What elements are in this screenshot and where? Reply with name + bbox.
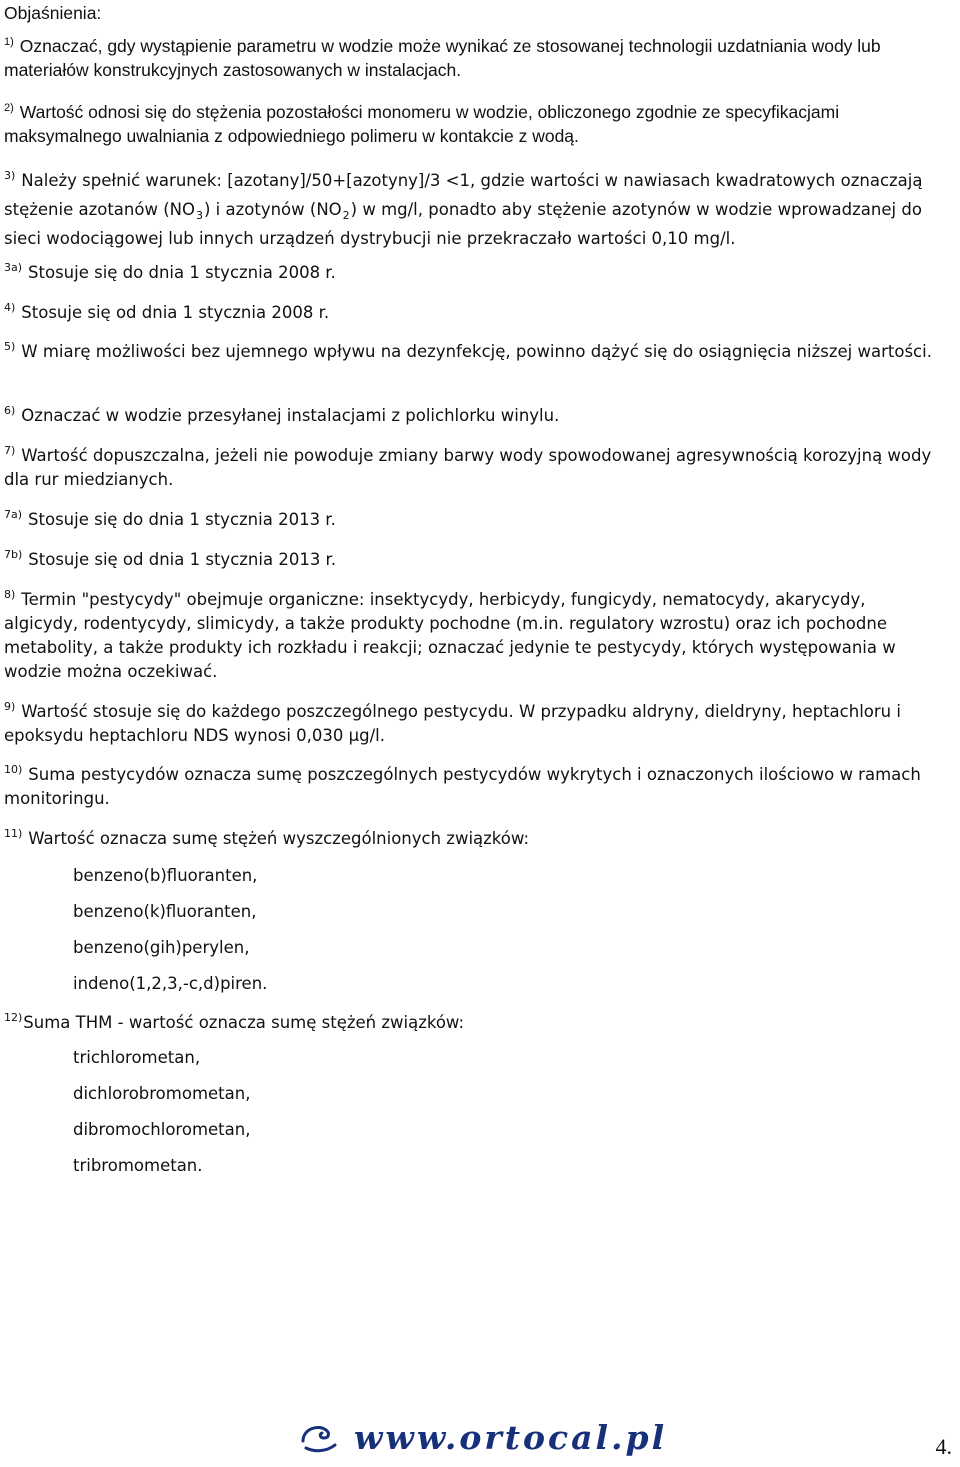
footnote-5 <box>4 340 944 364</box>
footnote-text: Oznaczać w wodzie przesyłanej instalacjami z polichlorku winylu. <box>21 406 560 425</box>
footnote-marker: 8) <box>4 588 16 601</box>
footnote-text: Stosuje się od dnia 1 stycznia 2013 r. <box>28 550 337 569</box>
footer-brand <box>300 1418 667 1457</box>
footnote-marker: 12) <box>4 1011 23 1024</box>
footnote-marker: 7a) <box>4 508 23 521</box>
list-item: dibromochlorometan, <box>73 1120 251 1139</box>
footnote-marker: 5) <box>4 340 16 353</box>
footnote-marker: 10) <box>4 763 23 776</box>
footnote-8 <box>4 588 944 684</box>
footnote-3a <box>4 261 944 285</box>
list-item: benzeno(gih)perylen, <box>73 938 250 957</box>
footnote-text: Wartość oznacza sumę stężeń wyszczególnionych związków: <box>28 829 530 848</box>
subscript: 2 <box>342 209 350 222</box>
wave-logo-icon <box>300 1421 340 1455</box>
footnote-text: Stosuje się od dnia 1 stycznia 2008 r. <box>21 303 330 322</box>
footnote-text: Wartość odnosi się do stężenia pozostałości monomeru w wodzie, obliczonego zgodnie ze specyfikacjami maksymalnego uwalniania z odpowiedniego polimeru w kontakcie z wodą. <box>4 102 840 146</box>
list-item: indeno(1,2,3,-c,d)piren. <box>73 974 268 993</box>
page-heading: Objaśnienia: <box>4 3 102 23</box>
footnote-10 <box>4 763 944 811</box>
footnote-marker: 9) <box>4 700 16 713</box>
footnote-text: Suma THM - wartość oznacza sumę stężeń związków: <box>23 1013 465 1032</box>
footnote-marker: 4) <box>4 301 16 314</box>
footnote-7a <box>4 508 944 532</box>
footnote-text: Stosuje się do dnia 1 stycznia 2013 r. <box>28 510 336 529</box>
list-item: tribromometan. <box>73 1156 203 1175</box>
footnote-marker: 6) <box>4 404 16 417</box>
list-item: benzeno(k)fluoranten, <box>73 902 257 921</box>
footnote-marker: 2) <box>4 102 14 114</box>
compound-list-thm <box>73 1040 250 1184</box>
footnote-marker: 3a) <box>4 261 23 274</box>
footnote-2 <box>4 100 944 148</box>
list-item: trichlorometan, <box>73 1048 201 1067</box>
footer-url[interactable]: www.ortocal.pl <box>354 1418 668 1457</box>
footnote-11 <box>4 827 944 851</box>
footnote-text: Wartość dopuszczalna, jeżeli nie powoduje zmiany barwy wody spowodowanej agresywnością korozyjną wody dla rur miedzianych. <box>4 446 932 489</box>
footnote-marker: 11) <box>4 827 23 840</box>
footnote-text: Wartość stosuje się do każdego poszczególnego pestycydu. W przypadku aldryny, dieldryny, heptachloru i epoksydu heptachloru NDS wynosi 0,030 μg/l. <box>4 702 901 745</box>
page-number: 4. <box>935 1434 952 1459</box>
footnote-marker: 3) <box>4 169 16 182</box>
footnote-text: ) w mg/l, ponadto aby stężenie azotynów w wodzie wprowadzanej do sieci wodociągowej lub innych urządzeń dystrybucji nie przekraczało wartości 0,10 mg/l. <box>4 200 922 248</box>
footnote-9 <box>4 700 944 748</box>
footnote-7 <box>4 444 944 492</box>
footnote-3 <box>4 166 944 253</box>
list-item: dichlorobromometan, <box>73 1084 251 1103</box>
footnote-text: Oznaczać, gdy wystąpienie parametru w wodzie może wynikać ze stosowanej technologii uzdatniania wody lub materiałów konstrukcyjnych zastosowanych w instalacjach. <box>4 36 881 80</box>
footnote-text: Należy spełnić warunek: [azotany]/50+[azotyny]/3 <1, gdzie wartości w nawiasach kwadratowych oznaczają stężenie azotanów (NO <box>4 171 923 219</box>
footnote-1 <box>4 34 944 82</box>
footnote-4 <box>4 301 944 325</box>
footnote-marker: 1) <box>4 36 14 48</box>
footnote-text: Termin "pestycydy" obejmuje organiczne: insektycydy, herbicydy, fungicydy, nematocydy, akarycydy, algicydy, rodentycydy, slimicydy, a także produkty pochodne (m.in. regulatory wzrostu) oraz ich pochodne metabolity, a także produkty ich rozkładu i reakcji; oznaczać jedynie te pestycydy, których występowania w wodzie można oczekiwać. <box>4 590 896 681</box>
footnote-text: W miarę możliwości bez ujemnego wpływu na dezynfekcję, powinno dążyć się do osiągnięcia niższej wartości. <box>21 342 932 361</box>
footnote-6 <box>4 404 944 428</box>
footnote-marker: 7b) <box>4 548 23 561</box>
footnote-text: ) i azotynów (NO <box>203 200 342 219</box>
compound-list-pah <box>73 858 267 1002</box>
footnote-marker: 7) <box>4 444 16 457</box>
list-item: benzeno(b)fluoranten, <box>73 866 258 885</box>
footnote-12 <box>4 1011 944 1035</box>
footnote-text: Suma pestycydów oznacza sumę poszczególnych pestycydów wykrytych i oznaczonych ilościowo w ramach monitoringu. <box>4 765 921 808</box>
footnote-text: Stosuje się do dnia 1 stycznia 2008 r. <box>28 263 336 282</box>
subscript: 3 <box>195 209 203 222</box>
footnote-7b <box>4 548 944 572</box>
